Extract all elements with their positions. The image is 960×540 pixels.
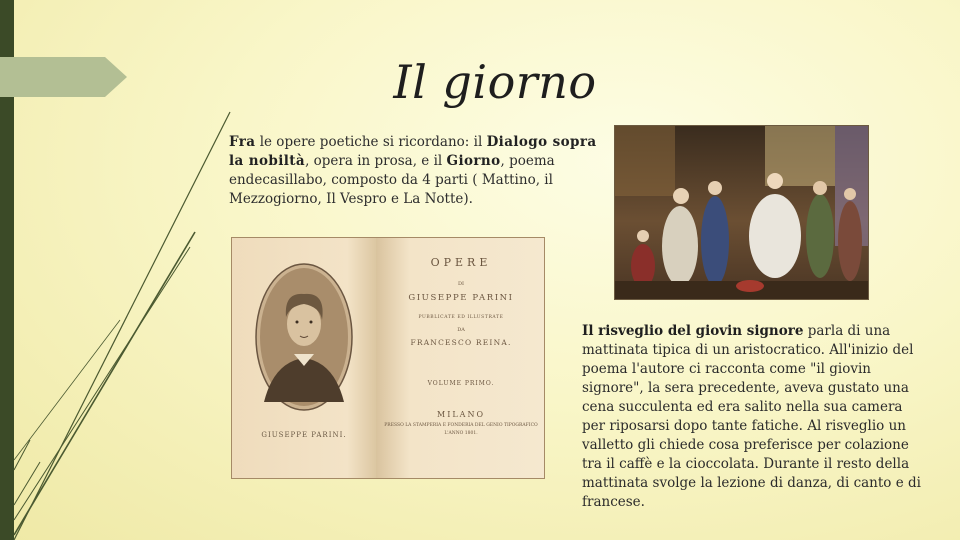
portrait-caption: GIUSEPPE PARINI. (261, 431, 347, 439)
description-heading: Il risveglio del giovin signore (582, 323, 804, 339)
title-page-editor: FRANCESCO REINA. (410, 338, 512, 347)
title-page-author: GIUSEPPE PARINI (408, 293, 514, 303)
title-page-subtitle: PUBBLICATE ED ILLUSTRATE (418, 315, 504, 320)
book-right-page (376, 238, 544, 478)
intro-text-1: le opere poetiche si ricordano: il (255, 134, 487, 150)
title-page-publisher: PRESSO LA STAMPERIA E FONDERIA DEL GENIO TIPOGRAFICO (384, 423, 538, 428)
title-page-year: L'ANNO 1801. (444, 431, 478, 436)
description-text: parla di una mattinata tipica di un aristocratico. All'inizio del poema l'autore ci racconta come "il giovin signore", la sera precedente, aveva gustato una cena succulenta ed era salito nella sua camera per riposarsi dopo tante fatiche. Al risveglio un valletto gli chiede cosa preferisce per colazione tra il caffè e la cioccolata. Durante il resto della mattinata svolge la lezione di danza, di canto e di francese. (582, 323, 921, 510)
title-page-city: MILANO (437, 410, 485, 419)
title-page-volume: VOLUME PRIMO. (427, 380, 495, 387)
description-paragraph (582, 322, 922, 512)
title-page-da: DA (457, 327, 465, 333)
painting-image (614, 125, 869, 300)
intro-lead: Fra (229, 134, 256, 150)
painting-illustration (615, 126, 868, 299)
title-page-di: DI (458, 281, 464, 287)
book-title-page-image (231, 237, 545, 479)
intro-work-1: Dialogo sopra la nobiltà (229, 134, 597, 169)
slide-title: Il giorno (393, 55, 597, 109)
intro-text-2: , opera in prosa, e il (305, 153, 447, 169)
intro-text-3: , poema endecasillabo, composto da 4 parti ( Mattino, il Mezzogiorno, Il Vespro e La Notte). (229, 153, 555, 207)
intro-work-2: Giorno (446, 153, 501, 169)
title-page-opere: OPERE (430, 256, 492, 269)
slide-tab-arrow (0, 57, 127, 97)
intro-paragraph (229, 133, 599, 209)
parini-portrait (254, 262, 354, 412)
